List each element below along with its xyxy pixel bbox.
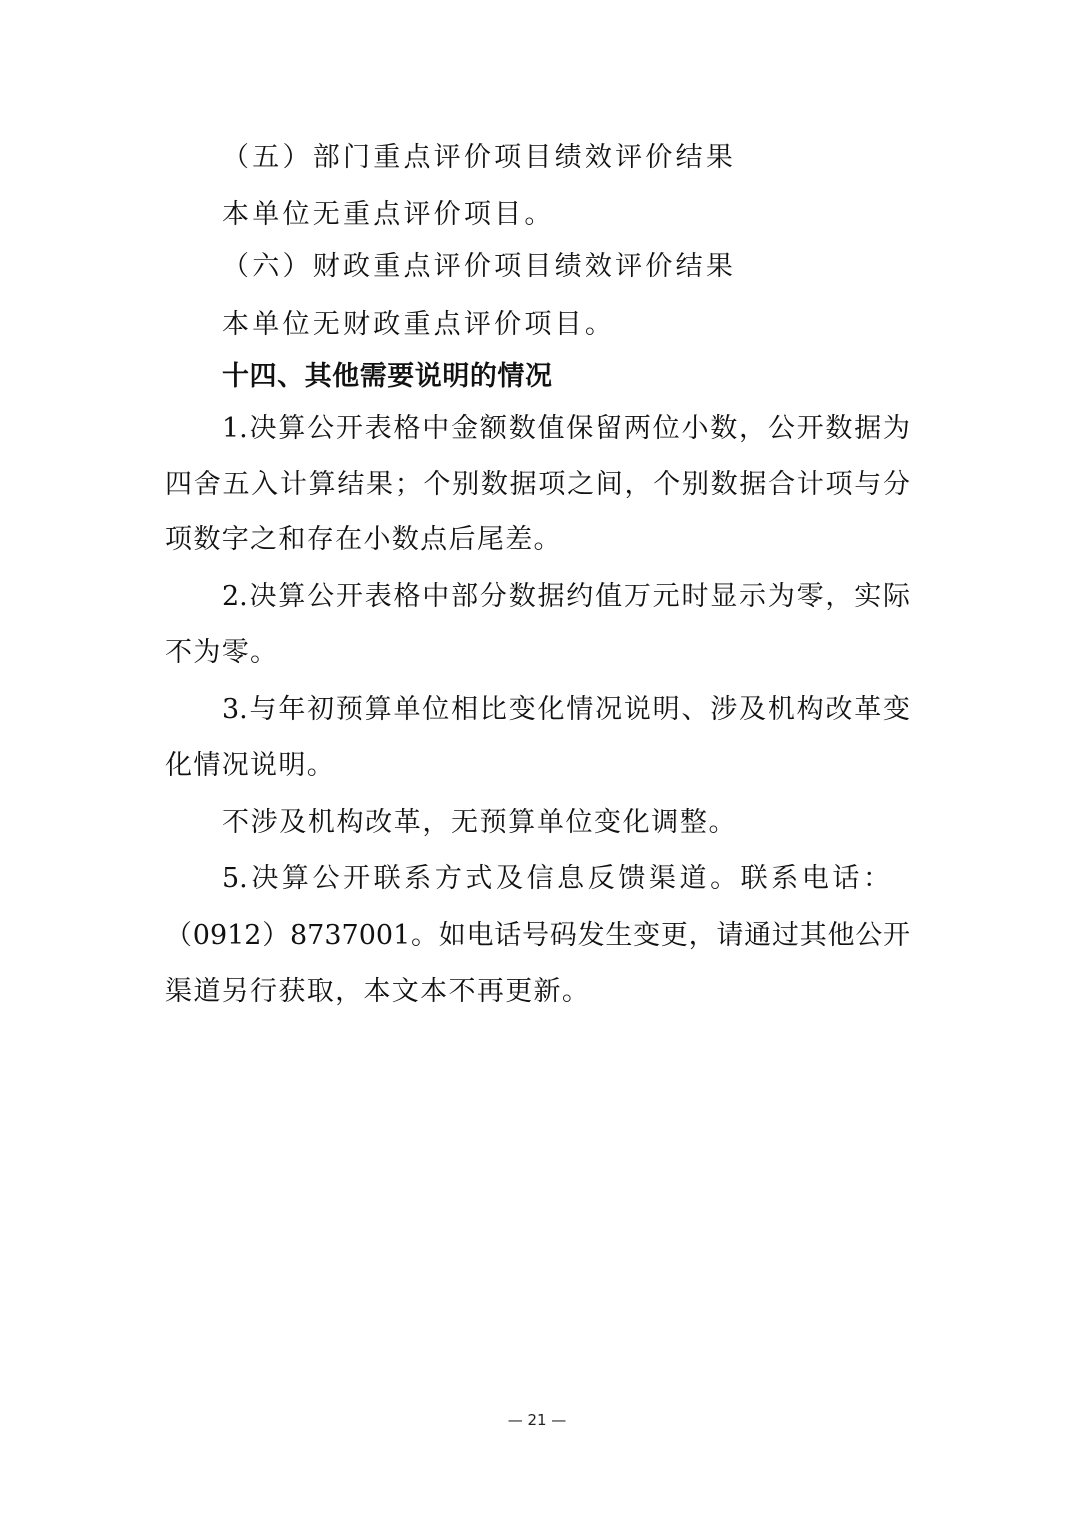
item-3-answer: 不涉及机构改革，无预算单位变化调整。 [222,807,738,838]
item-5-line-1: 5.决算公开联系方式及信息反馈渠道。联系电话： [222,863,890,894]
item-2-line-1: 2.决算公开表格中部分数据约值万元时显示为零，实际 [222,581,910,612]
page-number: — 21 — [507,1411,567,1429]
section-five-heading: （五）部门重点评价项目绩效评价结果 [222,142,737,173]
item-5-line-2: （0912）8737001。如电话号码发生变更，请通过其他公开 [165,920,910,951]
item-3-line-2: 化情况说明。 [165,750,336,781]
item-5-line-3: 渠道另行获取，本文本不再更新。 [165,976,591,1007]
item-1-line-3: 项数字之和存在小数点后尾差。 [165,524,562,555]
section-six-body: 本单位无财政重点评价项目。 [222,309,616,340]
item-2-line-2: 不为零。 [165,637,279,668]
section-six-heading: （六）财政重点评价项目绩效评价结果 [222,251,737,282]
item-1-line-1: 1.决算公开表格中金额数值保留两位小数，公开数据为 [222,413,910,444]
section-five-body: 本单位无重点评价项目。 [222,199,555,230]
section-fourteen-heading: 十四、其他需要说明的情况 [222,361,553,392]
item-1-line-2: 四舍五入计算结果；个别数据项之间，个别数据合计项与分 [165,469,910,500]
item-3-line-1: 3.与年初预算单位相比变化情况说明、涉及机构改革变 [222,694,910,725]
